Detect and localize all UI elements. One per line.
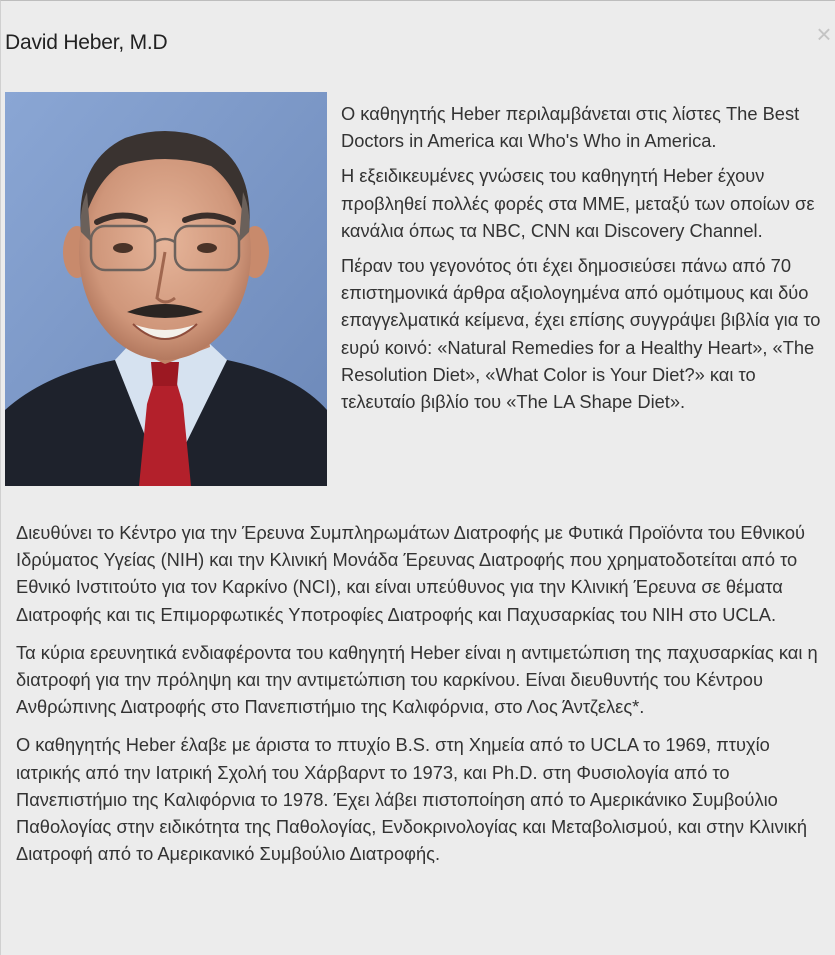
close-icon[interactable]: × (816, 19, 832, 49)
bio-details (16, 519, 826, 878)
bio-paragraph: Ο καθηγητής Heber περιλαμβάνεται στις λίστες The Best Doctors in America και Who's Who in America. (341, 103, 800, 152)
bio-paragraph: Η εξειδικευμένες γνώσεις του καθηγητή Heber έχουν προβληθεί πολλές φορές στα ΜΜΕ, μεταξύ των οποίων σε κανάλια όπως τα NBC, CNN και Discovery Channel. (341, 165, 815, 241)
bio-paragraph: Τα κύρια ερευνητικά ενδιαφέροντα του καθηγητή Heber είναι η αντιμετώπιση της παχυσαρκίας και η διατροφή για την πρόληψη και την αντιμετώπιση του καρκίνου. Είναι διευθυντής του Κέντρου Ανθρώπινης Διατροφής στο Πανεπιστήμιο της Καλιφόρνια, στο Λος Άντζελες*. (16, 641, 818, 718)
bio-intro (341, 100, 821, 423)
dialog-title: David Heber, M.D (5, 31, 168, 54)
bio-paragraph: Πέραν του γεγονότος ότι έχει δημοσιεύσει πάνω από 70 επιστημονικά άρθρα αξιολογημένα από ομότιμους και δύο επαγγελματικά κείμενα, έχει επίσης συγγράψει βιβλία για το ευρύ κοινό: «Natural Remedies for a Healthy Heart», «The Resolution Diet», «What Color is Your Diet?» και το τελευταίο βιβλίο του «The LA Shape Diet». (341, 255, 821, 413)
portrait-photo (5, 92, 327, 486)
bio-paragraph: Διευθύνει το Κέντρο για την Έρευνα Συμπληρωμάτων Διατροφής με Φυτικά Προϊόντα του Εθνικού Ιδρύματος Υγείας (NIH) και την Κλινική Μονάδα Έρευνας Διατροφής που χρηματοδοτείται από το Εθνικό Ινστιτούτο για τον Καρκίνο (NCI), και είναι υπεύθυνος για την Κλινική Έρευνα σε θέματα Διατροφής και τις Επιμορφωτικές Υποτροφίες Διατροφής και Παχυσαρκίας του NIH στο UCLA. (16, 522, 806, 625)
bio-paragraph: Ο καθηγητής Heber έλαβε με άριστα το πτυχίο B.S. στη Χημεία από το UCLA το 1969, πτυχίο ιατρικής από την Ιατρική Σχολή του Χάρβαρντ το 1973, και Ph.D. στη Φυσιολογία από το Πανεπιστήμιο της Καλιφόρνια το 1978. Έχει λάβει πιστοποίηση από το Αμερικάνικο Συμβούλιο Παθολογίας στην ειδικότητα της Παθολογίας, Ενδοκρινολογίας και Μεταβολισμού, και στην Κλινική Διατροφή από το Αμερικανικό Συμβούλιο Διατροφής. (16, 734, 807, 865)
